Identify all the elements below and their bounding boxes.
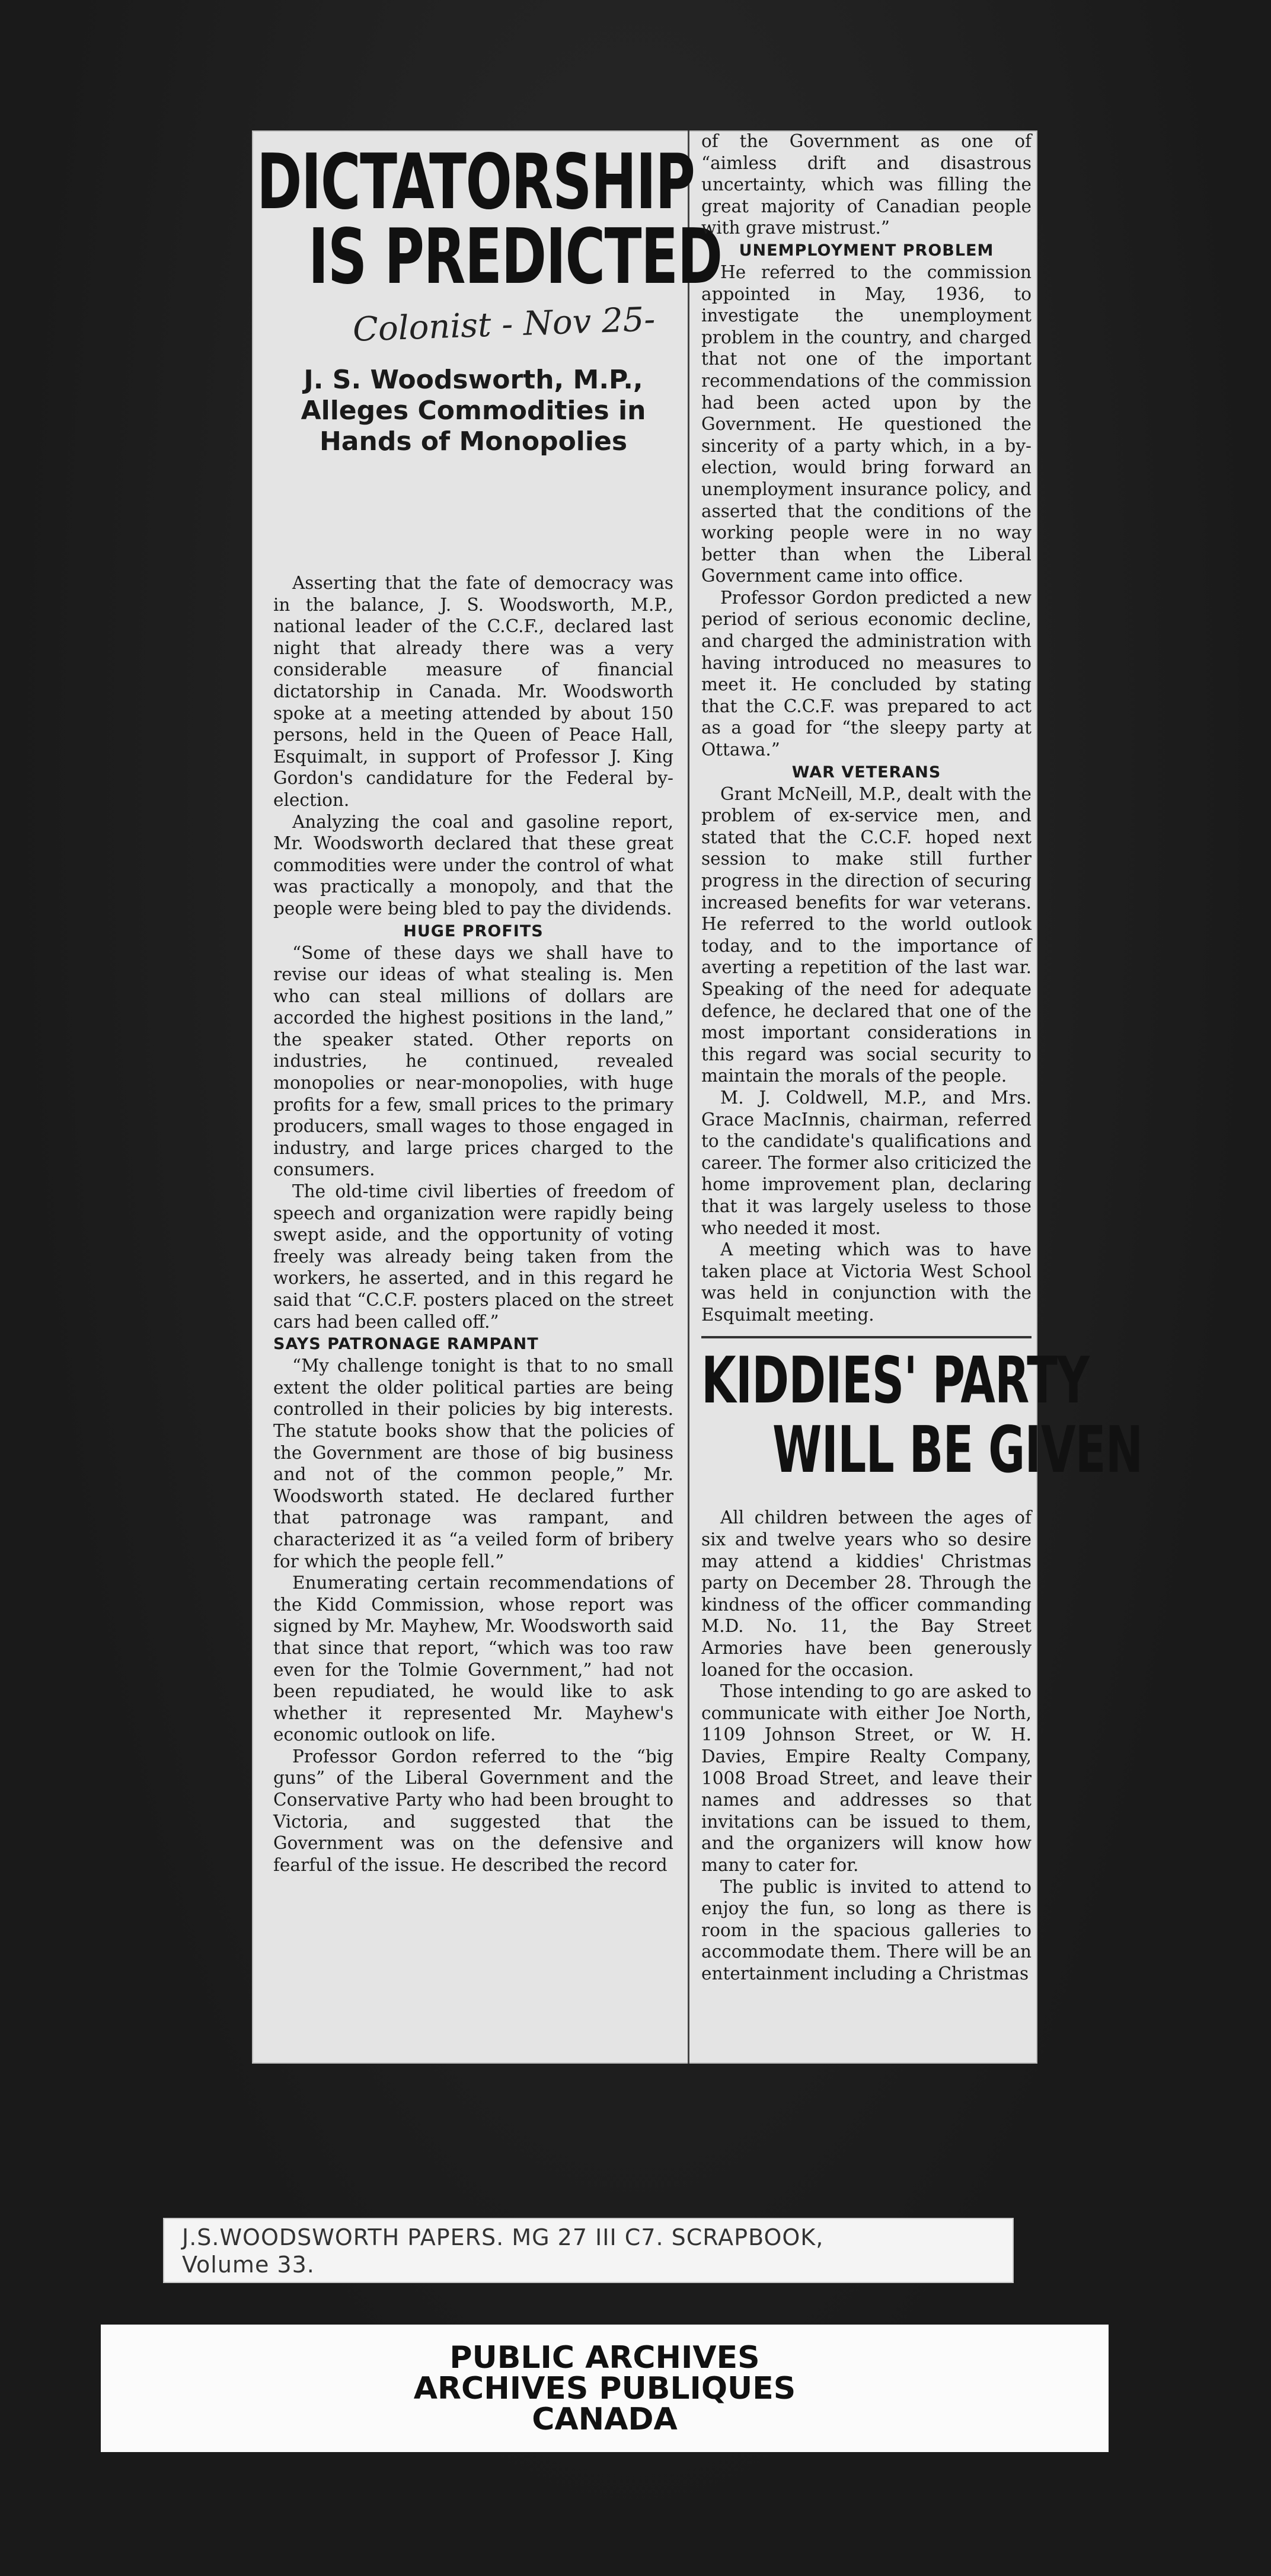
archive-stamp (101, 2325, 1109, 2452)
handwritten-note: Colonist - Nov 25- (352, 300, 656, 349)
archive-label-line-1: J.S.WOODSWORTH PAPERS. MG 27 III C7. SCRAPBOOK, (182, 2224, 824, 2250)
paragraph: Professor Gordon referred to the “big guns” of the Liberal Government and the Conservative Party who had been brought to Victoria, and suggested that the Government was on the defensive and fearful of the issue. He described the record (273, 1746, 673, 1875)
headline-line-1: DICTATORSHIP (257, 138, 695, 227)
article-body-right (701, 130, 1143, 1985)
newspaper-clipping (252, 130, 1143, 2064)
second-headline (701, 1336, 1143, 1507)
deck-line-2: Alleges Commodities in (301, 395, 646, 426)
paragraph: Grant McNeill, M.P., dealt with the problem of ex-service men, and stated that the C.C.F. hoped next session to make still further progress in the direction of securing increased benefits for war veterans. He referred to the world outlook today, and to the importance of averting a repetition of the last war. Speaking of the need for adequate defence, he declared that one of the most important considerations in this regard was social security to maintain the morals of the people. (701, 783, 1032, 1086)
deck-headline (273, 365, 673, 457)
subhead-war-veterans: WAR VETERANS (791, 763, 941, 782)
article-body-left (273, 572, 673, 1876)
paragraph: Asserting that the fate of democracy was in the balance, J. S. Woodsworth, M.P., national leader of the C.C.F., declared last night that already there was a very considerable measure of financial dictatorship in Canada. Mr. Woodsworth spoke at a meeting attended by about 150 persons, held in the Queen of Peace Hall, Esquimalt, in support of Professor J. King Gordon's candidature for the Federal by-election. (273, 573, 673, 810)
paragraph: All children between the ages of six and twelve years who so desire may attend a kiddies' Christmas party on December 28. Through the kindness of the officer commanding M.D. No. 11, the Bay Street Armories have been generously loaned for the occasion. (701, 1507, 1032, 1680)
paragraph: The old-time civil liberties of freedom of speech and organization were rapidly being swept aside, and the opportunity of voting freely was already being taken from the workers, he asserted, and in this regard he said that “C.C.F. posters placed on the street cars had been called off.” (273, 1181, 673, 1332)
paragraph-continued: of the Government as one of “aimless drift and disastrous uncertainty, which was filling the great majority of Canadian people with grave mistrust.” (701, 131, 1032, 238)
right-column (691, 130, 1143, 2064)
subhead-unemployment: UNEMPLOYMENT PROBLEM (739, 241, 994, 260)
paragraph: Those intending to go are asked to communicate with either Joe North, 1109 Johnson Street, or W. H. Davies, Empire Realty Company, 1008 Broad Street, and leave their names and addresses so that invitations can be issued to them, and the organizers will know how many to cater for. (701, 1681, 1032, 1875)
paragraph: Enumerating certain recommendations of the Kidd Commission, whose report was signed by Mr. Mayhew, Mr. Woodsworth said that since that report, “which was too raw even for the Tolmie Government,” had not been repudiated, he would like to ask whether it represented Mr. Mayhew's economic outlook on life. (273, 1573, 673, 1745)
paragraph: The public is invited to attend to enjoy the fun, so long as there is room in the spacious galleries to accommodate them. There will be an entertainment including a Christmas (701, 1876, 1032, 1984)
deck-line-3: Hands of Monopolies (319, 426, 628, 457)
left-column (252, 130, 722, 2064)
subhead-huge-profits: HUGE PROFITS (403, 922, 544, 941)
deck-line-1: J. S. Woodsworth, M.P., (304, 365, 643, 395)
archive-label-line-2: Volume 33. (182, 2252, 315, 2278)
second-headline-line-2: WILL BE GIVEN (772, 1413, 1143, 1488)
paragraph: “Some of these days we shall have to revise our ideas of what stealing is. Men who can steal millions of dollars are accorded the highest positions in the land,” the speaker stated. Other reports on industries, he continued, revealed monopolies or near-monopolies, with huge profits for a few, small prices to the primary producers, small wages to those engaged in industry, and large prices charged to the consumers. (273, 942, 673, 1180)
paragraph: A meeting which was to have taken place at Victoria West School was held in conjunction with the Esquimalt meeting. (701, 1239, 1032, 1325)
paragraph: “My challenge tonight is that to no small extent the older political parties are being controlled in their policies by big interests. The statute books show that the policies of the Government are those of big business and not of the common people,” Mr. Woodsworth stated. He declared further that patronage was rampant, and characterized it as “a veiled form of bribery for which the people fell.” (273, 1356, 673, 1571)
archive-reference-label (163, 2218, 1014, 2283)
archive-stamp-line-2: ARCHIVES PUBLIQUES (413, 2371, 796, 2406)
second-headline-line-1: KIDDIES' PARTY (701, 1344, 1090, 1418)
column-divider (688, 130, 689, 2064)
archive-stamp-line-1: PUBLIC ARCHIVES (449, 2340, 760, 2376)
paragraph: Analyzing the coal and gasoline report, Mr. Woodsworth declared that these great commodities were under the control of what was practically a monopoly, and that the people were being bled to pay the dividends. (273, 811, 673, 919)
subhead-patronage: SAYS PATRONAGE RAMPANT (273, 1335, 539, 1354)
paragraph: M. J. Coldwell, M.P., and Mrs. Grace MacInnis, chairman, referred to the candidate's qualifications and career. The former also criticized the home improvement plan, declaring that it was largely useless to those who needed it most. (701, 1087, 1032, 1238)
paragraph: He referred to the commission appointed in May, 1936, to investigate the unemployment problem in the country, and charged that not one of the important recommendations of the commission had been acted upon by the Government. He questioned the sincerity of a party which, in a by-election, would bring forward an unemployment insurance policy, and asserted that the conditions of the working people were in no way better than when the Liberal Government came into office. (701, 262, 1032, 586)
archive-stamp-line-3: CANADA (532, 2402, 678, 2437)
paragraph: Professor Gordon predicted a new period of serious economic decline, and charged the administration with having introduced no measures to meet it. He concluded by stating that the C.C.F. was prepared to act as a goad for “the sleepy party at Ottawa.” (701, 587, 1032, 760)
headline-line-2: IS PREDICTED (308, 213, 722, 301)
